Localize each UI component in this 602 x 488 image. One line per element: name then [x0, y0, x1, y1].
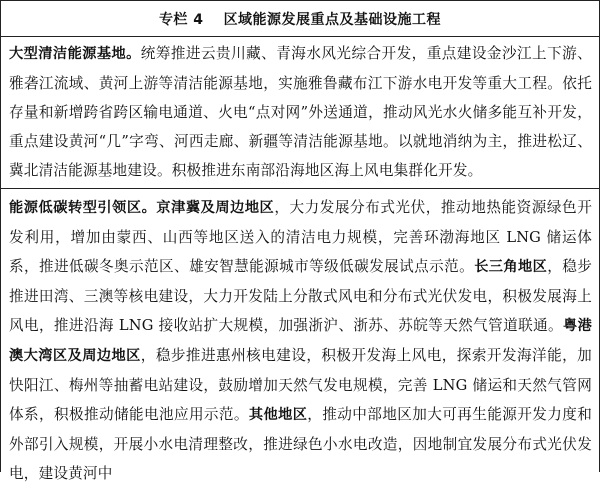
box-title: 区域能源发展重点及基础设施工程: [223, 11, 442, 28]
section-heading: 大型清洁能源基地。: [9, 46, 141, 62]
region-greater-bay-area-text: ，稳步推进惠州核电建设，积极开发海上风电，探索开发海洋能，加快阳江、梅州等抽蓄电站建设，鼓励增加天然气发电规模，完善 LNG 储运和天然气管网体系，积极推动储能电池应用示范。: [9, 347, 592, 423]
region-other-text: ，推动中部地区加大可再生能源开发力度和外部引入规模，开展小水电清理整改，推进绿色小水电改造，因地制宜发展分布式光伏发电，建设黄河中: [9, 406, 592, 482]
box-header: [1, 1, 599, 37]
region-other: 其他地区: [248, 407, 308, 423]
region-greater-bay-area: 粤港澳大湾区及周边地区: [9, 318, 592, 364]
region-jingjinji-text: ，大力发展分布式光伏，推动地热能资源绿色开发利用，增加由蒙西、山西等地区送入的清洁电力规模，完善环渤海地区 LNG 储运体系，推进低碳冬奥示范区、雄安智慧能源城市等级低碳发展试点示范。: [9, 199, 592, 275]
section-clean-energy-bases: [1, 37, 599, 185]
region-jingjinji: 京津冀及周边地区: [156, 200, 275, 216]
section-body: 统筹推进云贵川藏、青海水风光综合开发，重点建设金沙江上下游、雅砻江流域、黄河上游等清洁能源基地，实施雅鲁藏布江下游水电开发等重大工程。依托存量和新增跨省跨区输电通道、火电“点对网”外送通道，推动风光水火储多能互补开发，重点建设黄河“几”字弯、河西走廊、新疆等清洁能源基地。以就地消纳为主，推进松辽、冀北清洁能源基地建设。积极推进东南部沿海地区海上风电集群化开发。: [9, 45, 592, 179]
section-heading: 能源低碳转型引领区。: [9, 200, 157, 216]
region-yangtze-delta: 长三角地区: [474, 259, 548, 275]
column-label: 专栏 4: [158, 11, 204, 28]
section-low-carbon-regions: [1, 189, 599, 488]
region-yangtze-delta-text: ，稳步推进田湾、三澳等核电建设，大力开发陆上分散式风电和分布式光伏发电，积极发展海上风电，推进沿海 LNG 接收站扩大规模，加强浙沪、浙苏、苏皖等天然气管道联通。: [9, 258, 592, 334]
